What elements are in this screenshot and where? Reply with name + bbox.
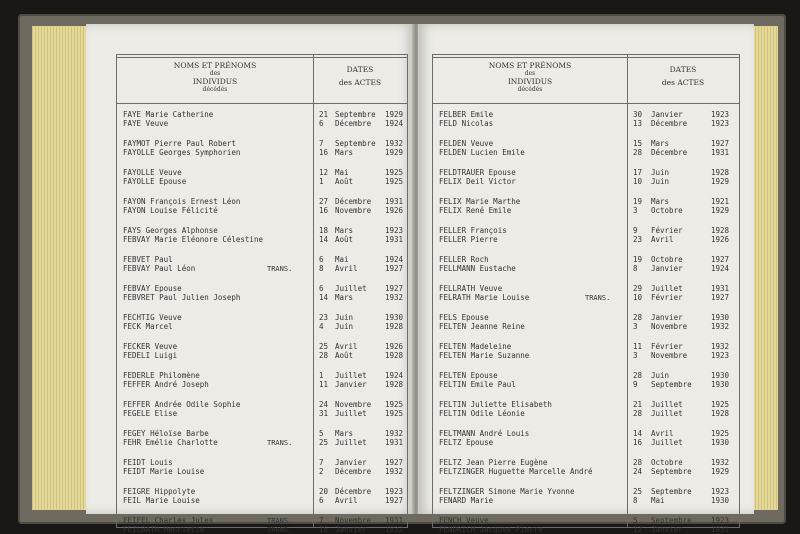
entry-month: Décembre bbox=[651, 148, 688, 157]
entry-year: 1925 bbox=[385, 168, 404, 177]
entry-month: Janvier bbox=[335, 380, 367, 389]
entry-day: 11 bbox=[319, 380, 329, 389]
entry-day: 27 bbox=[319, 197, 329, 206]
entry-day: 16 bbox=[319, 525, 329, 534]
trans-tag: TRANS. bbox=[267, 265, 293, 273]
entry-name: FAYOLLE Epouse bbox=[123, 177, 187, 186]
entry-name: FELTZ Jean Pierre Eugène bbox=[439, 458, 548, 467]
entry-day: 6 bbox=[319, 255, 324, 264]
entry-month: Décembre bbox=[651, 119, 688, 128]
entry-name: FEDERLE Philomène bbox=[123, 371, 200, 380]
entry-month: Janvier bbox=[335, 458, 367, 467]
entry-year: 1925 bbox=[385, 400, 404, 409]
entry-name: FEIDT Marie Louise bbox=[123, 467, 205, 476]
entry-day: 21 bbox=[633, 400, 643, 409]
entry-year: 1931 bbox=[385, 197, 404, 206]
entry-day: 16 bbox=[319, 148, 329, 157]
entry-name: FEGEY Héloïse Barbe bbox=[123, 429, 209, 438]
entry-month: Avril bbox=[335, 264, 358, 273]
entry-day: 6 bbox=[319, 119, 324, 128]
entry-day: 15 bbox=[633, 139, 643, 148]
entry-year: 1928 bbox=[711, 409, 730, 418]
entry-day: 3 bbox=[633, 206, 638, 215]
entry-name: FELTEN Jeanne Reine bbox=[439, 322, 525, 331]
entry-month: Février bbox=[651, 293, 683, 302]
entry-name: FAYE Marie Catherine bbox=[123, 110, 214, 119]
entry-name: FELTIN Emile Paul bbox=[439, 380, 516, 389]
entry-year: 1931 bbox=[711, 284, 730, 293]
entry-name: FEILBATH Henriette bbox=[123, 525, 205, 534]
entry-day: 12 bbox=[633, 525, 643, 534]
entry-name: FEBVET Paul bbox=[123, 255, 173, 264]
entry-name: FAYON François Ernest Léon bbox=[123, 197, 241, 206]
entry-month: Novembre bbox=[335, 516, 372, 525]
entry-year: 1924 bbox=[385, 371, 404, 380]
entry-month: Mai bbox=[651, 496, 665, 505]
entry-day: 12 bbox=[319, 168, 329, 177]
entry-month: Juillet bbox=[651, 438, 683, 447]
entry-name: FEBVAY Paul Léon bbox=[123, 264, 196, 273]
entry-day: 14 bbox=[633, 429, 643, 438]
entry-month: Mars bbox=[335, 293, 354, 302]
entry-year: 1931 bbox=[385, 235, 404, 244]
entry-day: 14 bbox=[319, 235, 329, 244]
entry-month: Juillet bbox=[335, 284, 367, 293]
entry-month: Septembre bbox=[651, 516, 692, 525]
entry-year: 1932 bbox=[385, 293, 404, 302]
entry-day: 4 bbox=[319, 322, 324, 331]
entry-day: 3 bbox=[633, 351, 638, 360]
entry-day: 1 bbox=[319, 177, 324, 186]
entry-name: FELD Nicolas bbox=[439, 119, 494, 128]
entry-year: 1927 bbox=[385, 496, 404, 505]
entry-day: 7 bbox=[319, 516, 324, 525]
entry-name: FELIX René Emile bbox=[439, 206, 512, 215]
entry-year: 1927 bbox=[385, 458, 404, 467]
entry-year: 1932 bbox=[385, 525, 404, 534]
entry-year: 1924 bbox=[385, 119, 404, 128]
entry-day: 23 bbox=[633, 235, 643, 244]
entry-day: 1 bbox=[319, 371, 324, 380]
entry-name: FELLER Roch bbox=[439, 255, 489, 264]
entry-year: 1928 bbox=[385, 351, 404, 360]
entry-name: FENCH Veuve bbox=[439, 516, 489, 525]
entry-name: FELS Epouse bbox=[439, 313, 489, 322]
entry-year: 1927 bbox=[711, 255, 730, 264]
entry-year: 1932 bbox=[385, 467, 404, 476]
entry-day: 7 bbox=[319, 458, 324, 467]
entry-day: 6 bbox=[319, 284, 324, 293]
entry-year: 1927 bbox=[711, 139, 730, 148]
entry-year: 1923 bbox=[385, 487, 404, 496]
entry-day: 3 bbox=[633, 322, 638, 331]
trans-tag: TRANS. bbox=[267, 526, 293, 534]
entry-year: 1925 bbox=[711, 429, 730, 438]
entry-month: Décembre bbox=[335, 197, 372, 206]
entry-month: Avril bbox=[651, 235, 674, 244]
entry-day: 30 bbox=[633, 110, 643, 119]
entry-day: 18 bbox=[319, 226, 329, 235]
entry-day: 28 bbox=[633, 313, 643, 322]
entry-name: FELRATH Marie Louise bbox=[439, 293, 530, 302]
entry-year: 1929 bbox=[711, 467, 730, 476]
entry-name: FAYOLLE Veuve bbox=[123, 168, 182, 177]
page-edges-left bbox=[32, 26, 90, 510]
entry-year: 1929 bbox=[385, 110, 404, 119]
left-page bbox=[86, 24, 414, 534]
entry-name: FECK Marcel bbox=[123, 322, 173, 331]
entry-day: 9 bbox=[633, 226, 638, 235]
entry-day: 31 bbox=[319, 409, 329, 418]
entry-name: FAYOLLE Georges Symphorien bbox=[123, 148, 241, 157]
entry-year: 1923 bbox=[385, 226, 404, 235]
entry-name: FAYE Veuve bbox=[123, 119, 169, 128]
entry-year: 1927 bbox=[385, 284, 404, 293]
entry-year: 1924 bbox=[711, 264, 730, 273]
entry-year: 1932 bbox=[711, 342, 730, 351]
entry-month: Avril bbox=[335, 496, 358, 505]
entry-month: Octobre bbox=[651, 458, 683, 467]
entry-year: 1923 bbox=[711, 119, 730, 128]
entry-year: 1923 bbox=[711, 516, 730, 525]
entry-year: 1924 bbox=[385, 255, 404, 264]
entry-month: Septembre bbox=[651, 380, 692, 389]
entry-name: FELLER François bbox=[439, 226, 507, 235]
entry-day: 24 bbox=[319, 400, 329, 409]
entry-name: FEBVRET Paul Julien Joseph bbox=[123, 293, 241, 302]
entry-year: 1927 bbox=[385, 264, 404, 273]
entry-day: 7 bbox=[319, 139, 324, 148]
entry-name: FELTMANN André Louis bbox=[439, 429, 530, 438]
trans-tag: TRANS. bbox=[267, 439, 293, 447]
entry-year: 1932 bbox=[385, 429, 404, 438]
entry-month: Novembre bbox=[651, 351, 688, 360]
entry-year: 1930 bbox=[385, 313, 404, 322]
entry-day: 28 bbox=[633, 148, 643, 157]
entry-year: 1931 bbox=[711, 525, 730, 534]
entry-month: Octobre bbox=[651, 206, 683, 215]
entry-name: FEIGRE Hippolyte bbox=[123, 487, 196, 496]
entry-name: FELTEN Marie Suzanne bbox=[439, 351, 530, 360]
entry-name: FEIFEL Charles Jules bbox=[123, 516, 214, 525]
entry-name: FEBVAY Marie Eléonore Célestine bbox=[123, 235, 263, 244]
entry-day: 29 bbox=[633, 284, 643, 293]
entry-month: Septembre bbox=[335, 110, 376, 119]
entry-day: 28 bbox=[633, 409, 643, 418]
entry-year: 1930 bbox=[711, 380, 730, 389]
entry-name: FELDEN Veuve bbox=[439, 139, 494, 148]
entry-name: FELDEN Lucien Emile bbox=[439, 148, 525, 157]
entry-day: 9 bbox=[633, 380, 638, 389]
entry-month: Juin bbox=[651, 177, 670, 186]
entry-day: 25 bbox=[319, 342, 329, 351]
right-register-table bbox=[432, 54, 740, 534]
entry-name: FEIL Marie Louise bbox=[123, 496, 200, 505]
entry-month: Septembre bbox=[651, 487, 692, 496]
entry-day: 10 bbox=[633, 293, 643, 302]
entry-month: Février bbox=[651, 226, 683, 235]
entry-year: 1932 bbox=[385, 139, 404, 148]
entry-month: Septembre bbox=[335, 139, 376, 148]
entry-month: Avril bbox=[651, 429, 674, 438]
entry-year: 1930 bbox=[711, 313, 730, 322]
entry-day: 24 bbox=[633, 467, 643, 476]
entry-name: FELIX Marie Marthe bbox=[439, 197, 521, 206]
entry-day: 25 bbox=[633, 487, 643, 496]
entry-day: 6 bbox=[319, 496, 324, 505]
entry-month: Avril bbox=[335, 342, 358, 351]
entry-month: Juin bbox=[651, 168, 670, 177]
entry-month: Mars bbox=[651, 197, 670, 206]
entry-name: FAYMOT Pierre Paul Robert bbox=[123, 139, 236, 148]
entry-month: Décembre bbox=[335, 467, 372, 476]
entry-month: Juillet bbox=[335, 409, 367, 418]
entry-name: FELTEN Madeleine bbox=[439, 342, 512, 351]
entry-name: FAYS Georges Alphonse bbox=[123, 226, 218, 235]
entry-month: Juin bbox=[335, 313, 354, 322]
entry-year: 1925 bbox=[385, 177, 404, 186]
entry-year: 1931 bbox=[385, 516, 404, 525]
entry-month: Novembre bbox=[335, 206, 372, 215]
entry-day: 5 bbox=[633, 516, 638, 525]
entry-month: Juin bbox=[335, 322, 354, 331]
entry-month: Août bbox=[335, 177, 354, 186]
entry-name: FELTEN Epouse bbox=[439, 371, 498, 380]
entry-day: 11 bbox=[633, 342, 643, 351]
entry-month: Mars bbox=[335, 226, 354, 235]
entry-name: FELLMANN Eustache bbox=[439, 264, 516, 273]
entry-day: 16 bbox=[633, 438, 643, 447]
entry-name: FELTZINGER Simone Marie Yvonne bbox=[439, 487, 575, 496]
entry-year: 1926 bbox=[385, 206, 404, 215]
entry-year: 1928 bbox=[711, 226, 730, 235]
entry-month: Juin bbox=[651, 371, 670, 380]
entry-year: 1931 bbox=[385, 438, 404, 447]
entry-month: Octobre bbox=[651, 255, 683, 264]
entry-day: 19 bbox=[633, 255, 643, 264]
entry-day: 28 bbox=[319, 351, 329, 360]
trans-tag: TRANS. bbox=[267, 517, 293, 525]
entry-day: 8 bbox=[633, 264, 638, 273]
entry-day: 21 bbox=[319, 110, 329, 119]
entry-day: 13 bbox=[633, 119, 643, 128]
dates-header: DATES des ACTES bbox=[661, 65, 705, 87]
entry-name: FEBVAY Epouse bbox=[123, 284, 182, 293]
entry-month: Décembre bbox=[335, 487, 372, 496]
entry-day: 25 bbox=[319, 438, 329, 447]
entry-name: FECHTIG Veuve bbox=[123, 313, 182, 322]
entry-month: Juillet bbox=[651, 409, 683, 418]
entry-name: FECKER Veuve bbox=[123, 342, 178, 351]
entry-year: 1930 bbox=[711, 496, 730, 505]
entry-name: FELLER Pierre bbox=[439, 235, 498, 244]
entry-name: FEGELE Elise bbox=[123, 409, 178, 418]
entry-month: Juillet bbox=[335, 438, 367, 447]
dates-header: DATES des ACTES bbox=[338, 65, 382, 87]
entry-year: 1931 bbox=[711, 148, 730, 157]
entry-year: 1926 bbox=[385, 342, 404, 351]
entry-month: Mars bbox=[335, 429, 354, 438]
entry-day: 17 bbox=[633, 168, 643, 177]
entry-year: 1930 bbox=[711, 438, 730, 447]
entry-year: 1925 bbox=[711, 400, 730, 409]
entry-day: 5 bbox=[319, 429, 324, 438]
entry-year: 1928 bbox=[385, 380, 404, 389]
entry-month: Décembre bbox=[335, 119, 372, 128]
entry-month: Mai bbox=[335, 255, 349, 264]
entry-month: Août bbox=[335, 235, 354, 244]
entry-name: FELDTRAUER Epouse bbox=[439, 168, 516, 177]
entry-year: 1929 bbox=[711, 206, 730, 215]
entry-month: Juillet bbox=[651, 400, 683, 409]
entry-month: Mai bbox=[335, 168, 349, 177]
entry-name: FAYON Louise Félicité bbox=[123, 206, 218, 215]
entry-day: 8 bbox=[319, 264, 324, 273]
entry-month: Février bbox=[651, 342, 683, 351]
entry-name: FELTIN Odile Léonie bbox=[439, 409, 525, 418]
entry-year: 1923 bbox=[711, 110, 730, 119]
entry-month: Mars bbox=[651, 139, 670, 148]
entry-year: 1927 bbox=[711, 293, 730, 302]
entry-day: 14 bbox=[319, 293, 329, 302]
entry-name: FELBER Emile bbox=[439, 110, 494, 119]
entry-name: FELLRATH Veuve bbox=[439, 284, 503, 293]
entry-name: FELTIN Juliette Elisabeth bbox=[439, 400, 552, 409]
entry-day: 23 bbox=[319, 313, 329, 322]
entry-name: FEDELI Luigi bbox=[123, 351, 178, 360]
entry-month: Novembre bbox=[651, 322, 688, 331]
entry-name: FENARD Marie bbox=[439, 496, 494, 505]
entry-name: FEIDT Louis bbox=[123, 458, 173, 467]
entry-name: FELIX Deil Victor bbox=[439, 177, 516, 186]
entry-day: 28 bbox=[633, 458, 643, 467]
entry-month: Novembre bbox=[335, 400, 372, 409]
entry-day: 20 bbox=[319, 487, 329, 496]
entry-year: 1926 bbox=[711, 235, 730, 244]
entry-year: 1921 bbox=[711, 197, 730, 206]
entry-month: Janvier bbox=[651, 264, 683, 273]
entry-day: 10 bbox=[633, 177, 643, 186]
entry-name: FEHR Emélie Charlotte bbox=[123, 438, 218, 447]
entry-month: Janvier bbox=[651, 110, 683, 119]
entry-name: FEFFER Andrée Odile Sophie bbox=[123, 400, 241, 409]
left-register-table bbox=[116, 54, 408, 534]
entry-year: 1929 bbox=[385, 148, 404, 157]
entry-month: Juillet bbox=[335, 371, 367, 380]
entry-month: Janvier bbox=[651, 525, 683, 534]
entry-day: 8 bbox=[633, 496, 638, 505]
entry-year: 1928 bbox=[385, 322, 404, 331]
entry-month: Juillet bbox=[651, 284, 683, 293]
entry-name: FELTZINGER Huguette Marcelle André bbox=[439, 467, 593, 476]
entry-day: 19 bbox=[633, 197, 643, 206]
entry-month: Septembre bbox=[651, 467, 692, 476]
entry-day: 28 bbox=[633, 371, 643, 380]
names-header: NOMS ET PRÉNOMS des INDIVIDUS décédés bbox=[488, 61, 572, 93]
entry-name: FEFFER André Joseph bbox=[123, 380, 209, 389]
entry-year: 1923 bbox=[711, 351, 730, 360]
entry-year: 1930 bbox=[711, 371, 730, 380]
page-edges-right bbox=[752, 26, 778, 510]
entry-month: Janvier bbox=[335, 525, 367, 534]
entry-year: 1932 bbox=[711, 458, 730, 467]
entry-year: 1932 bbox=[711, 322, 730, 331]
entry-name: FELTZ Epouse bbox=[439, 438, 494, 447]
entry-month: Mars bbox=[335, 148, 354, 157]
entry-day: 16 bbox=[319, 206, 329, 215]
entry-month: Janvier bbox=[651, 313, 683, 322]
trans-tag: TRANS. bbox=[585, 294, 611, 302]
entry-year: 1925 bbox=[385, 409, 404, 418]
entry-year: 1923 bbox=[711, 487, 730, 496]
entry-year: 1928 bbox=[711, 168, 730, 177]
entry-year: 1929 bbox=[711, 177, 730, 186]
names-header: NOMS ET PRÉNOMS des INDIVIDUS décédés bbox=[173, 61, 257, 93]
entry-month: Août bbox=[335, 351, 354, 360]
entry-name: FENDRICH Jacques Pierre bbox=[439, 525, 543, 534]
entry-day: 2 bbox=[319, 467, 324, 476]
right-page bbox=[418, 24, 754, 534]
